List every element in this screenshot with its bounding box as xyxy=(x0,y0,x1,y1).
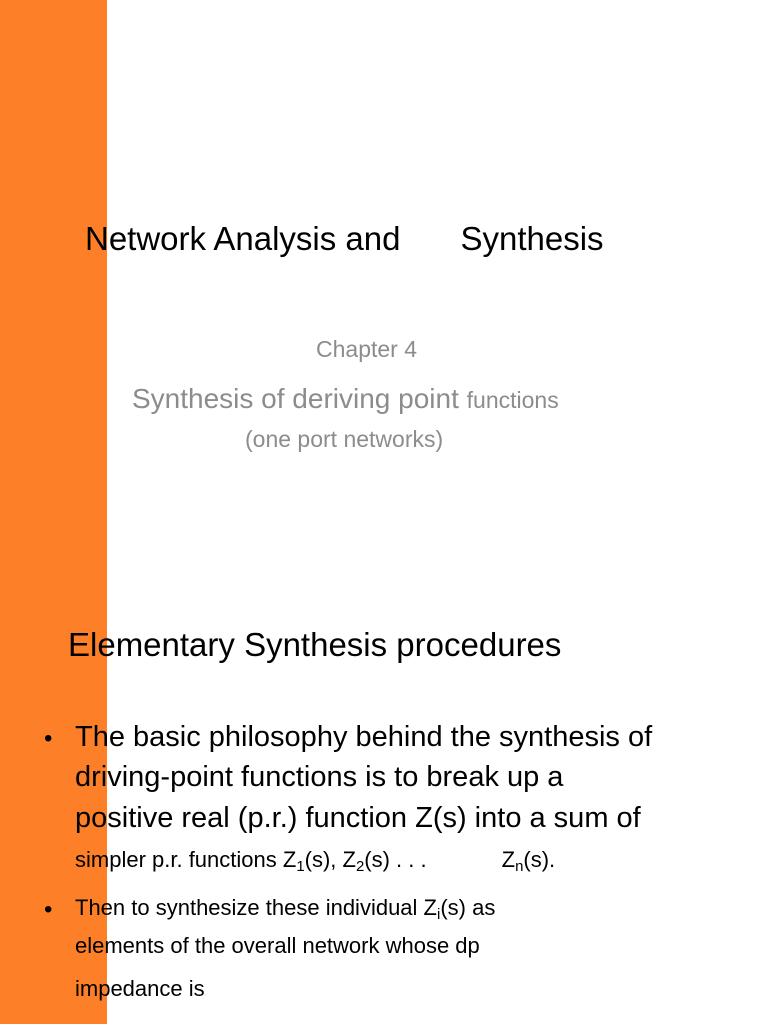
section-heading: Elementary Synthesis procedures xyxy=(68,626,562,663)
bullet1-line4 xyxy=(75,847,556,876)
slide-title xyxy=(85,222,604,255)
bullet1-line2: driving-point functions is to break up a xyxy=(75,761,564,793)
title-part-2: Synthesis xyxy=(460,220,604,257)
slide-subtitle xyxy=(132,385,559,413)
bullet-marker-2: • xyxy=(44,896,53,923)
subtitle-main: Synthesis of deriving point xyxy=(132,383,467,414)
chapter-label: Chapter 4 xyxy=(316,336,418,362)
subscript-n: n xyxy=(515,858,524,876)
bullet2-line1-suffix: (s) as xyxy=(440,895,496,920)
line4-zn: Z xyxy=(501,847,516,872)
bullet2-line1 xyxy=(75,895,496,924)
bullet2-line3: impedance is xyxy=(75,976,205,1001)
bullet2-line2: elements of the overall network whose dp xyxy=(75,933,480,958)
bullet1-line3: positive real (p.r.) function Z(s) into a sum of xyxy=(75,802,641,834)
bullet2-line1-prefix: Then to synthesize these individual Z xyxy=(75,895,437,920)
bullet1-line1: The basic philosophy behind the synthesis of xyxy=(75,721,653,753)
subscript-i: i xyxy=(436,906,441,924)
subtitle-end: functions xyxy=(466,387,559,413)
line4-mid1: (s), Z xyxy=(304,847,356,872)
line4-prefix: simpler p.r. functions Z xyxy=(75,847,297,872)
subscript-1: 1 xyxy=(296,858,305,876)
subtitle-parenthetical: (one port networks) xyxy=(245,426,444,452)
line4-mid2: (s) . . . xyxy=(364,847,427,872)
line4-end: (s). xyxy=(523,847,556,872)
subscript-2: 2 xyxy=(355,858,365,876)
title-part-1: Network Analysis and xyxy=(85,220,401,257)
bullet-marker-1: • xyxy=(44,725,53,752)
